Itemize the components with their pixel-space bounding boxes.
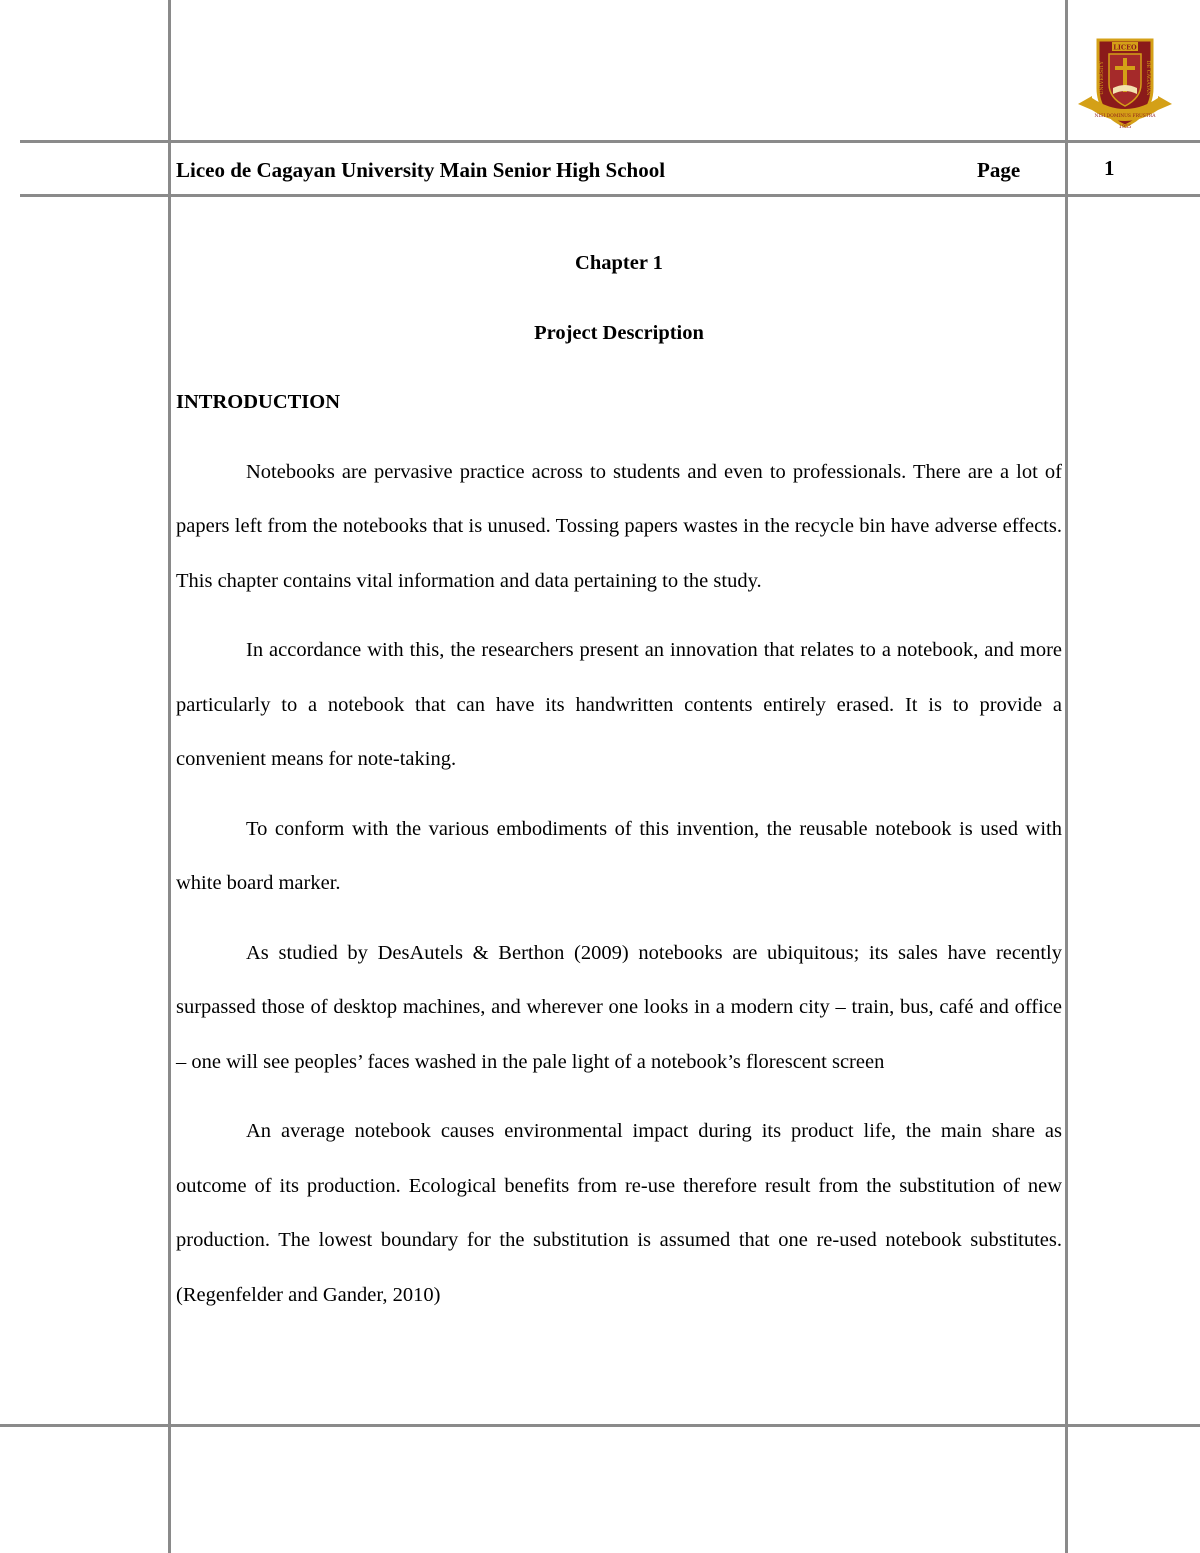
right-margin-rule xyxy=(1065,0,1068,1553)
left-margin-rule xyxy=(168,0,171,1553)
svg-text:UNIVERSITY: UNIVERSITY xyxy=(1099,61,1105,95)
header-top-rule xyxy=(20,140,1200,143)
paragraph: An average notebook causes environmental impact during its product life, the main share as outcome of its production. Ecological benefits from re-use therefore result from the substitution of new production. The lowest boundary for the substitution is assumed that one re-used notebook substitutes. (Regenfelder and Gander, 2010) xyxy=(176,1120,1062,1306)
svg-text:NISI DOMINUS FRUSTRA: NISI DOMINUS FRUSTRA xyxy=(1094,114,1156,119)
svg-text:DE CAGAYAN: DE CAGAYAN xyxy=(1145,60,1151,96)
institution-name: Liceo de Cagayan University Main Senior High School xyxy=(176,158,666,182)
section-heading: INTRODUCTION xyxy=(176,391,341,413)
page-number: 1 xyxy=(1104,156,1115,180)
paragraph: In accordance with this, the researchers present an innovation that relates to a notebook, and more particularly to a notebook that can have its handwritten contents entirely erased. It is to provide a convenient means for note-taking. xyxy=(176,639,1062,770)
page-label: Page xyxy=(977,158,1021,182)
school-seal-logo xyxy=(1076,36,1174,132)
paragraph: As studied by DesAutels & Berthon (2009) notebooks are ubiquitous; its sales have recently surpassed those of desktop machines, and wherever one looks in a modern city – train, bus, café and office – one will see peoples’ faces washed in the pale light of a notebook’s florescent screen xyxy=(176,941,1062,1073)
document-body xyxy=(176,236,1062,1337)
paragraph: Notebooks are pervasive practice across to students and even to professionals. There are a lot of papers left from the notebooks that is unused. Tossing papers wastes in the recycle bin have adverse effects. This chapter contains vital information and data pertaining to the study. xyxy=(176,460,1062,592)
svg-text:LICEO: LICEO xyxy=(1113,43,1137,52)
chapter-title: Project Description xyxy=(534,321,704,344)
svg-text:1955: 1955 xyxy=(1118,124,1132,130)
chapter-heading: Chapter 1 xyxy=(575,252,663,274)
paragraph: To conform with the various embodiments of this invention, the reusable notebook is used with white board marker. xyxy=(176,817,1062,894)
footer-rule xyxy=(0,1424,1200,1427)
header-bottom-rule xyxy=(20,194,1200,197)
